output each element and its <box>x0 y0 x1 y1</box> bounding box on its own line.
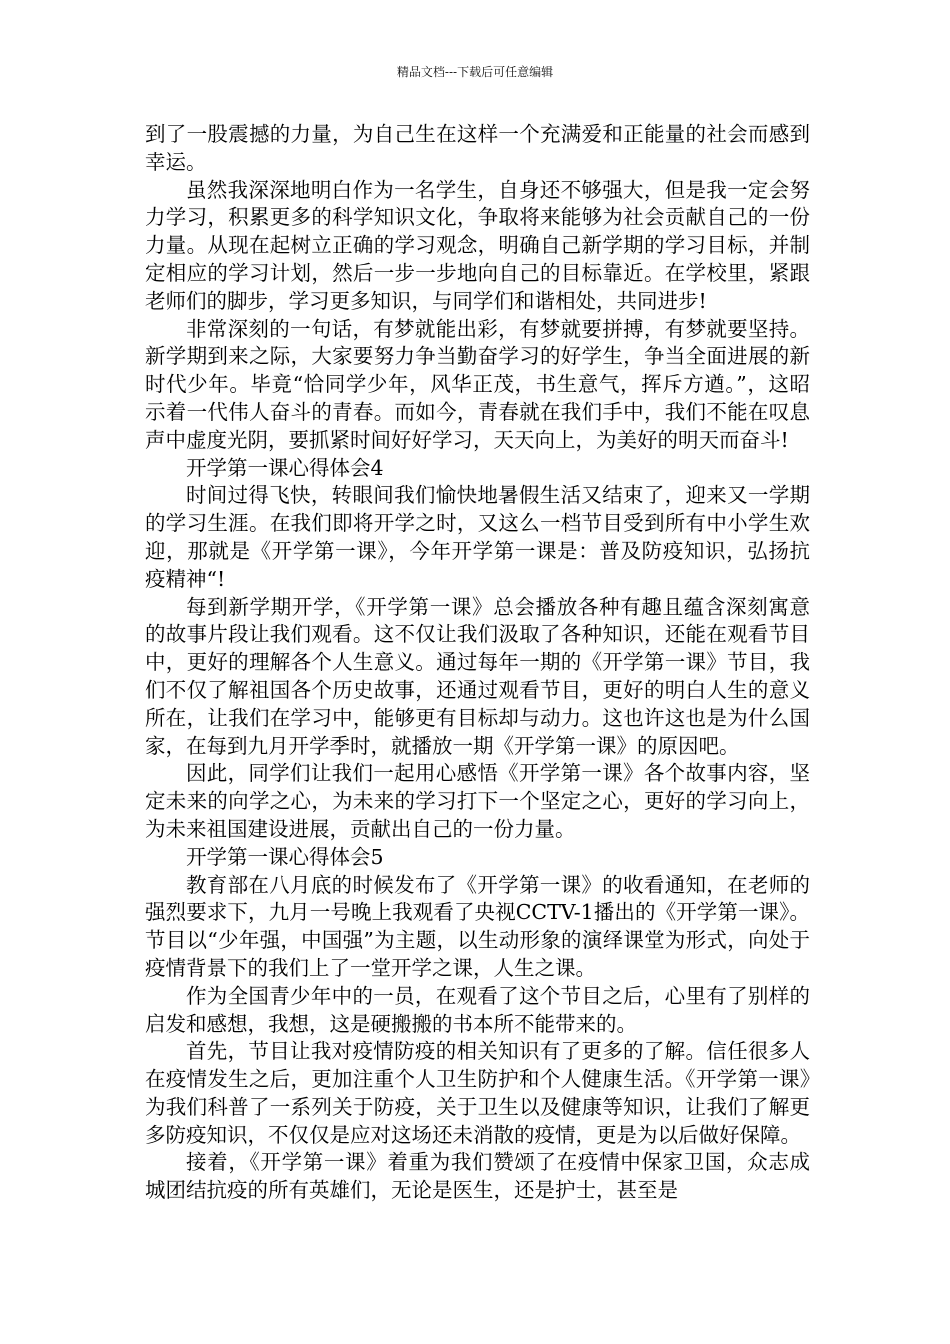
paragraph: 作为全国青少年中的一员，在观看了这个节目之后，心里有了别样的启发和感想，我想，这是硬搬搬的书本所不能带来的。 <box>145 983 810 1036</box>
paragraph: 时间过得飞快，转眼间我们愉快地暑假生活又结束了，迎来又一学期的学习生涯。在我们即将开学之时，又这么一档节目受到所有中小学生欢迎，那就是《开学第一课》，今年开学第一课是：普及防疫知识，弘扬抗疫精神“! <box>145 483 810 591</box>
section-heading: 开学第一课心得体会5 <box>186 844 384 869</box>
paragraph: 非常深刻的一句话，有梦就能出彩，有梦就要拼搏，有梦就要坚持。新学期到来之际，大家要努力争当勤奋学习的好学生，争当全面进展的新时代少年。毕竟“恰同学少年，风华正茂，书生意气，挥斥方遒。”，这昭示着一代伟人奋斗的青春。而如今，青春就在我们手中，我们不能在叹息声中虚度光阴，要抓紧时间好好学习，天天向上，为美好的明天而奋斗! <box>145 316 810 452</box>
document-body <box>145 121 810 1205</box>
paragraph: 教育部在八月底的时候发布了《开学第一课》的收看通知，在老师的强烈要求下，九月一号晚上我观看了央视CCTV-1播出的《开学第一课》。节目以“少年强，中国强”为主题，以生动形象的演绎课堂为形式，向处于疫情背景下的我们上了一堂开学之课，人生之课。 <box>145 872 810 980</box>
paragraph: 接着，《开学第一课》着重为我们赞颂了在疫情中保家卫国，众志成城团结抗疫的所有英雄们，无论是医生，还是护士，甚至是 <box>145 1150 810 1203</box>
paragraph: 首先，节目让我对疫情防疫的相关知识有了更多的了解。信任很多人在疫情发生之后，更加注重个人卫生防护和个人健康生活。《开学第一课》为我们科普了一系列关于防疫，关于卫生以及健康等知识，让我们了解更多防疫知识，不仅仅是应对这场还未消散的疫情，更是为以后做好保障。 <box>145 1039 810 1147</box>
section-heading: 开学第一课心得体会4 <box>186 455 384 480</box>
paragraph: 虽然我深深地明白作为一名学生，自身还不够强大，但是我一定会努力学习，积累更多的科学知识文化，争取将来能够为社会贡献自己的一份力量。从现在起树立正确的学习观念，明确自己新学期的学习目标，并制定相应的学习计划，然后一步一步地向自己的目标靠近。在学校里，紧跟老师们的脚步，学习更多知识，与同学们和谐相处，共同进步! <box>145 177 810 313</box>
paragraph: 到了一股震撼的力量，为自己生在这样一个充满爱和正能量的社会而感到幸运。 <box>145 122 810 174</box>
paragraph: 每到新学期开学，《开学第一课》总会播放各种有趣且蕴含深刻寓意的故事片段让我们观看。这不仅让我们汲取了各种知识，还能在观看节目中，更好的理解各个人生意义。通过每年一期的《开学第一课》节目，我们不仅了解祖国各个历史故事，还通过观看节目，更好的明白人生的意义所在，让我们在学习中，能够更有目标却与动力。这也许这也是为什么国家，在每到九月开学季时，就播放一期《开学第一课》的原因吧。 <box>145 594 810 758</box>
paragraph: 因此，同学们让我们一起用心感悟《开学第一课》各个故事内容，坚定未来的向学之心，为未来的学习打下一个坚定之心，更好的学习向上，为未来祖国建设进展，贡献出自己的一份力量。 <box>145 761 810 841</box>
page-header: 精品文档---下载后可任意编辑 <box>396 65 554 79</box>
